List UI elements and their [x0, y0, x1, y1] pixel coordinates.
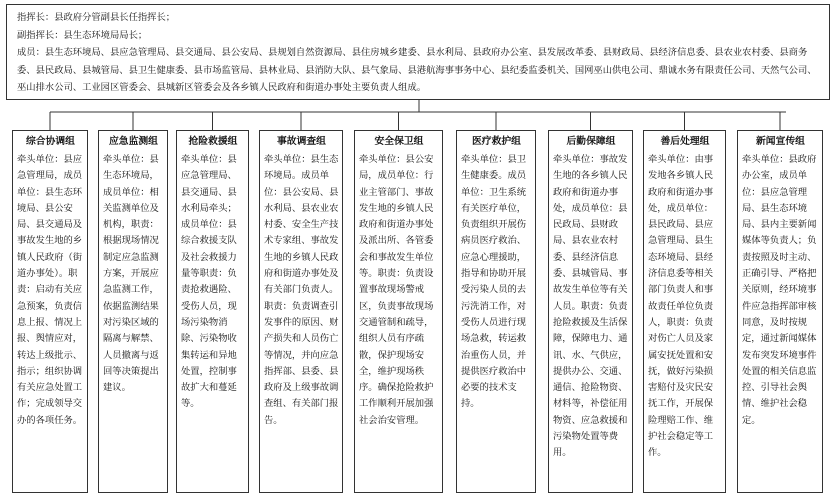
group-box-medical: [456, 130, 536, 493]
group-body: 牵头单位：由事发地各乡镇人民政府和街道办事处，成员单位：县民政局、县应急管理局、县生态环境局、县经济信息委等相关部门负责人和事故责任单位负责人，职责：负责对伤亡人员及家属安抚处置和安抚，做好污染损害赔付及灾民安抚工作，开展保险理赔工作、维护社会稳定等工作。: [648, 154, 714, 459]
deputy-commander-line: 副指挥长：县生态环境局局长；: [17, 29, 148, 41]
group-body: 牵头单位：县公安局，成员单位：行业主管部门、事故发生地的乡镇人民政府和街道办事处及派出所、各管委会和事故发生单位等。职责：负责设置事故现场警戒区，负责事故现场交通管制和疏导，组织人员有序疏散，保护现场安全，维护现场秩序。确保抢险救护工作顺利开展加强社会治安管理。: [359, 154, 434, 426]
group-title: 后勤保障组: [566, 136, 616, 147]
group-box-rescue: [176, 130, 249, 493]
group-box-coordination: [12, 130, 88, 493]
group-title: 综合协调组: [26, 136, 75, 147]
group-box-publicity: [737, 130, 823, 493]
group-title: 抢险救援组: [188, 136, 238, 147]
group-box-security: [354, 130, 443, 493]
group-body: 牵头单位：县应急管理局，成员单位：县生态环境局、县公安局、县交通局及事故发生地的乡镇人民政府（街道办事处）。职责：启动有关应急预案，负责信息上报、情况上报、舆情应对，转达上级批示、指示；组织协调有关应急处置工作；完成领导交办的各项任务。: [17, 154, 83, 426]
group-box-investigation: [259, 130, 343, 493]
group-box-aftermath: [643, 130, 726, 493]
group-title: 善后处理组: [660, 136, 710, 147]
group-box-monitoring: [98, 130, 168, 493]
group-body: 牵头单位：县卫生健康委。成员单位：卫生系统有关医疗单位，负责组织开展伤病员医疗救治、应急心理援助，指导和协助开展受污染人员的去污洗消工作，对受伤人员进行现场急救，转运救治重伤人员，并提供医疗救治中必要的技术支持。: [461, 154, 527, 410]
members-text: 成员：县生态环境局、县应急管理局、县交通局、县公安局、县规划自然资源局、县住房城乡建委、县水利局、县政府办公室、县发展改革委、县财政局、县经济信息委、县农业农村委、县商务委、县民政局、县城管局、县卫生健康委、县市场监管局、县林业局、县消防大队、县气象局、县港航海事事务中心、县纪委监委机关、国网巫山供电公司、鼎诚水务有限责任公司、天然气公司、巫山排水公司、工业园区管委会、县城新区管委会及各乡镇人民政府和街道办事处主要负责人组成。: [17, 47, 817, 93]
group-body: 牵头单位：县生态环境局，成员单位：相关监测单位及机构，职责：根据现场情况制定应急监测方案，开展应急监测工作，依据监测结果对污染区域的隔离与解禁、人员撤离与返回等决策提出建议。: [103, 154, 159, 394]
group-body: 牵头单位：县生态环境局。成员单位：县公安局、县水利局、县农业农村委、安全生产技术专家组、事故发生地的乡镇人民政府和街道办事处及有关部门负责人。职责：负责调查引发事件的原因、财产损失和人员伤亡等情况，并向应急指挥部、县委、县政府及上级事故调查组、有关部门报告。: [264, 154, 339, 426]
group-title: 安全保卫组: [374, 136, 424, 147]
group-title: 事故调查组: [277, 136, 326, 147]
group-title: 应急监测组: [109, 136, 158, 147]
group-body: 牵头单位：事故发生地的各乡镇人民政府和街道办事处，成员单位：县民政局、县财政局、县农业农村委、县经济信息委、县城管局、事故发生单位等有关人员。职责：负责抢险救援及生活保障，保障电力、通讯、水、气供应，提供办公、交通、通信、抢险物资、材料等，补偿征用物资、应急救援和污染物处置等费用。: [553, 154, 628, 459]
group-title: 医疗救护组: [472, 136, 521, 147]
group-body: 牵头单位：县政府办公室，成员单位：县应急管理局、县生态环境局、县内主要新闻媒体等负责人；负责按照及时主动、正确引导、严格把关原则，经环境事件应急指挥部审核同意，及时按规定，通过新闻媒体发布突发环境事件处置的相关信息监控、引导社会舆情、维护社会稳定。: [742, 154, 817, 426]
commander-line: 指挥长：县政府分管副县长任指挥长；: [17, 12, 176, 23]
group-body: 牵头单位：县应急管理局、县交通局、县水利局牵头；成员单位：县综合救援支队及社会救援力量等职责：负责抢救遇险、受伤人员，现场污染物消除、污染物收集转运和异地处置，控制事故扩大和蔓延等。: [181, 154, 237, 410]
group-title: 新闻宣传组: [756, 136, 805, 147]
group-box-logistics: [548, 130, 633, 493]
